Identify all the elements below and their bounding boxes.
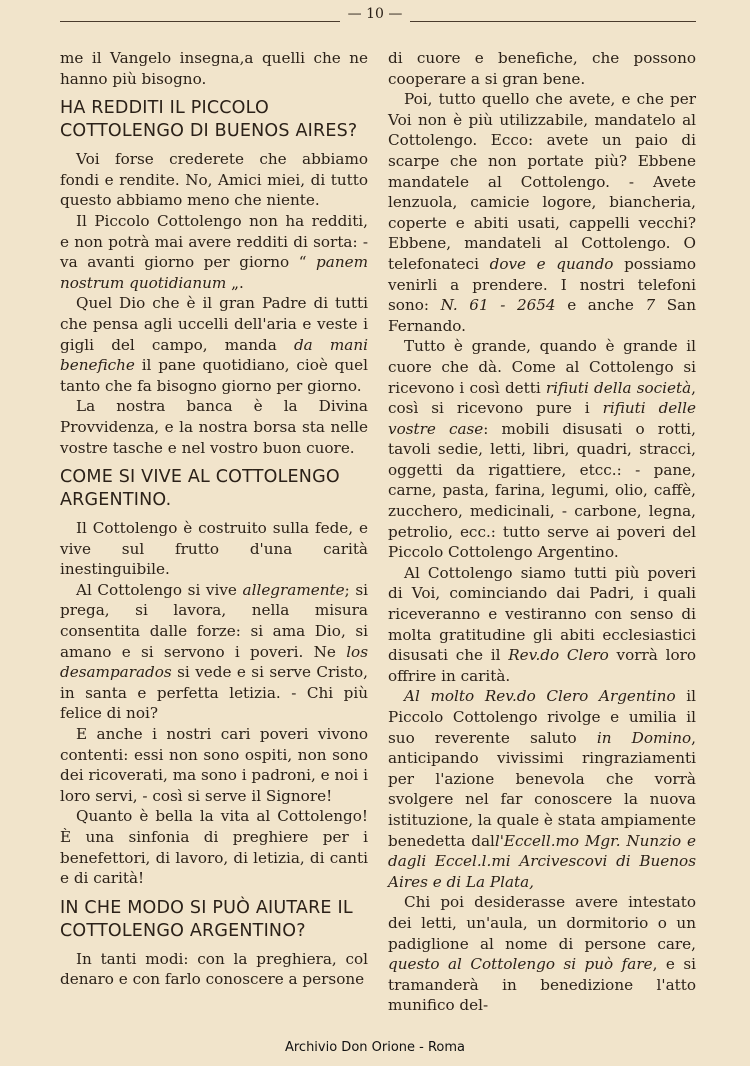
paragraph: La nostra banca è la Divina Provvidenza, e la nostra borsa sta nelle vostre tasche e nel vostro buon cuore. <box>60 397 368 457</box>
paragraph: Quel Dio che è il gran Padre di tutti che pensa agli uccelli dell'aria e veste i gigli del campo, manda da mani benefiche il pane quotidiano, cioè quel tanto che fa bisogno giorno per giorno. <box>60 294 368 395</box>
page-number: — 10 — <box>0 6 750 22</box>
paragraph: di cuore e benefiche, che possono cooperare a si gran bene. <box>388 49 696 88</box>
left-column <box>60 48 368 990</box>
paragraph: Il Piccolo Cottolengo non ha redditi, e non potrà mai avere redditi di sorta: - va avanti giorno per giorno “ panem nostrum quotidianum „. <box>60 211 368 292</box>
paragraph: In tanti modi: con la preghiera, col denaro e con farlo conoscere a persone <box>60 949 368 989</box>
paragraph: Voi forse crederete che abbiamo fondi e rendite. No, Amici miei, di tutto questo abbiamo meno che niente. <box>60 150 368 210</box>
paragraph: Al Cottolengo siamo tutti più poveri di Voi, cominciando dai Padri, i quali riceveranno e vestiranno con senso di molta gratitudine gli abiti ecclesiastici disusati che il Rev.do Clero vorrà loro offrire in carità. <box>388 563 697 685</box>
paragraph: Chi poi desiderasse avere intestato dei letti, un'aula, un dormitorio o un padiglione al nome di persone care, questo al Cottolengo si può fare, e si tramanderà in benedizione l'atto munifico del- <box>388 893 696 1015</box>
paragraph: Al Cottolengo si vive allegramente; si prega, si lavora, nella misura consentita dalle forze: si ama Dio, si amano e si servono i poveri. Ne los desamparados si vede e si serve Cristo, in santa e perfetta letizia. - Chi più felice di noi? <box>60 580 368 723</box>
right-column <box>388 48 696 1016</box>
paragraph: Il Cottolengo è costruito sulla fede, e vive sul frutto d'una carità inestinguibile. <box>60 519 368 579</box>
section-heading: IN CHE MODO SI PUÒ AIUTARE IL COTTOLENGO ARGENTINO? <box>60 897 353 941</box>
paragraph: Quanto è bella la vita al Cottolengo! È una sinfonia di preghiere per i benefettori, di lavoro, di letizia, di canti e di carità! <box>60 807 368 888</box>
paragraph: Al molto Rev.do Clero Argentino il Piccolo Cottolengo rivolge e umilia il suo reverente saluto in Domino, anticipando vivissimi ringraziamenti per l'azione benevola che vorrà svolgere nel far conoscere la nuova istituzione, la quale è stata ampiamente benedetta dall'Eccell.mo Mgr. Nunzio e dagli Eccel.l.mi Arcivescovi di Buenos Aires e di La Plata, <box>388 687 696 891</box>
section-heading: COME SI VIVE AL COTTOLENGO ARGENTINO. <box>60 467 340 511</box>
paragraph: E anche i nostri cari poveri vivono contenti: essi non sono ospiti, non sono dei ricoverati, ma sono i padroni, e noi i loro servi, - così si serve il Signore! <box>60 725 368 805</box>
paragraph: Poi, tutto quello che avete, e che per Voi non è più utilizzabile, mandatelo al Cottolengo. Ecco: avete un paio di scarpe che non portate più? Ebbene mandatele al Cottolengo. - Avete lenzuola, camicie logore, biancheria, coperte e abiti usati, cappelli vecchi? Ebbene, mandateli al Cottolengo. O telefonateci dove e quando possiamo venirli a prendere. I nostri telefoni sono: N. 61 - 2654 e anche 7 San Fernando. <box>388 90 696 335</box>
paragraph: me il Vangelo insegna,a quelli che ne hanno più bisogno. <box>60 49 368 88</box>
paragraph: Tutto è grande, quando è grande il cuore che dà. Come al Cottolengo si ricevono i così detti rifiuti della società, così si ricevono pure i rifiuti delle vostre case: mobili disusati o rotti, tavoli sedie, letti, libri, quadri, stracci, oggetti da rigattiere, etcc.: - pane, carne, pasta, farina, legumi, olio, caffè, zucchero, medicinali, - carbone, legna, petrolio, ecc.: tutto serve ai poveri del Piccolo Cottolengo Argentino. <box>388 337 696 562</box>
section-heading: HA REDDITI IL PICCOLO COTTOLENGO DI BUENOS AIRES? <box>60 98 358 142</box>
archive-footer: Archivio Don Orione - Roma <box>284 1040 466 1055</box>
